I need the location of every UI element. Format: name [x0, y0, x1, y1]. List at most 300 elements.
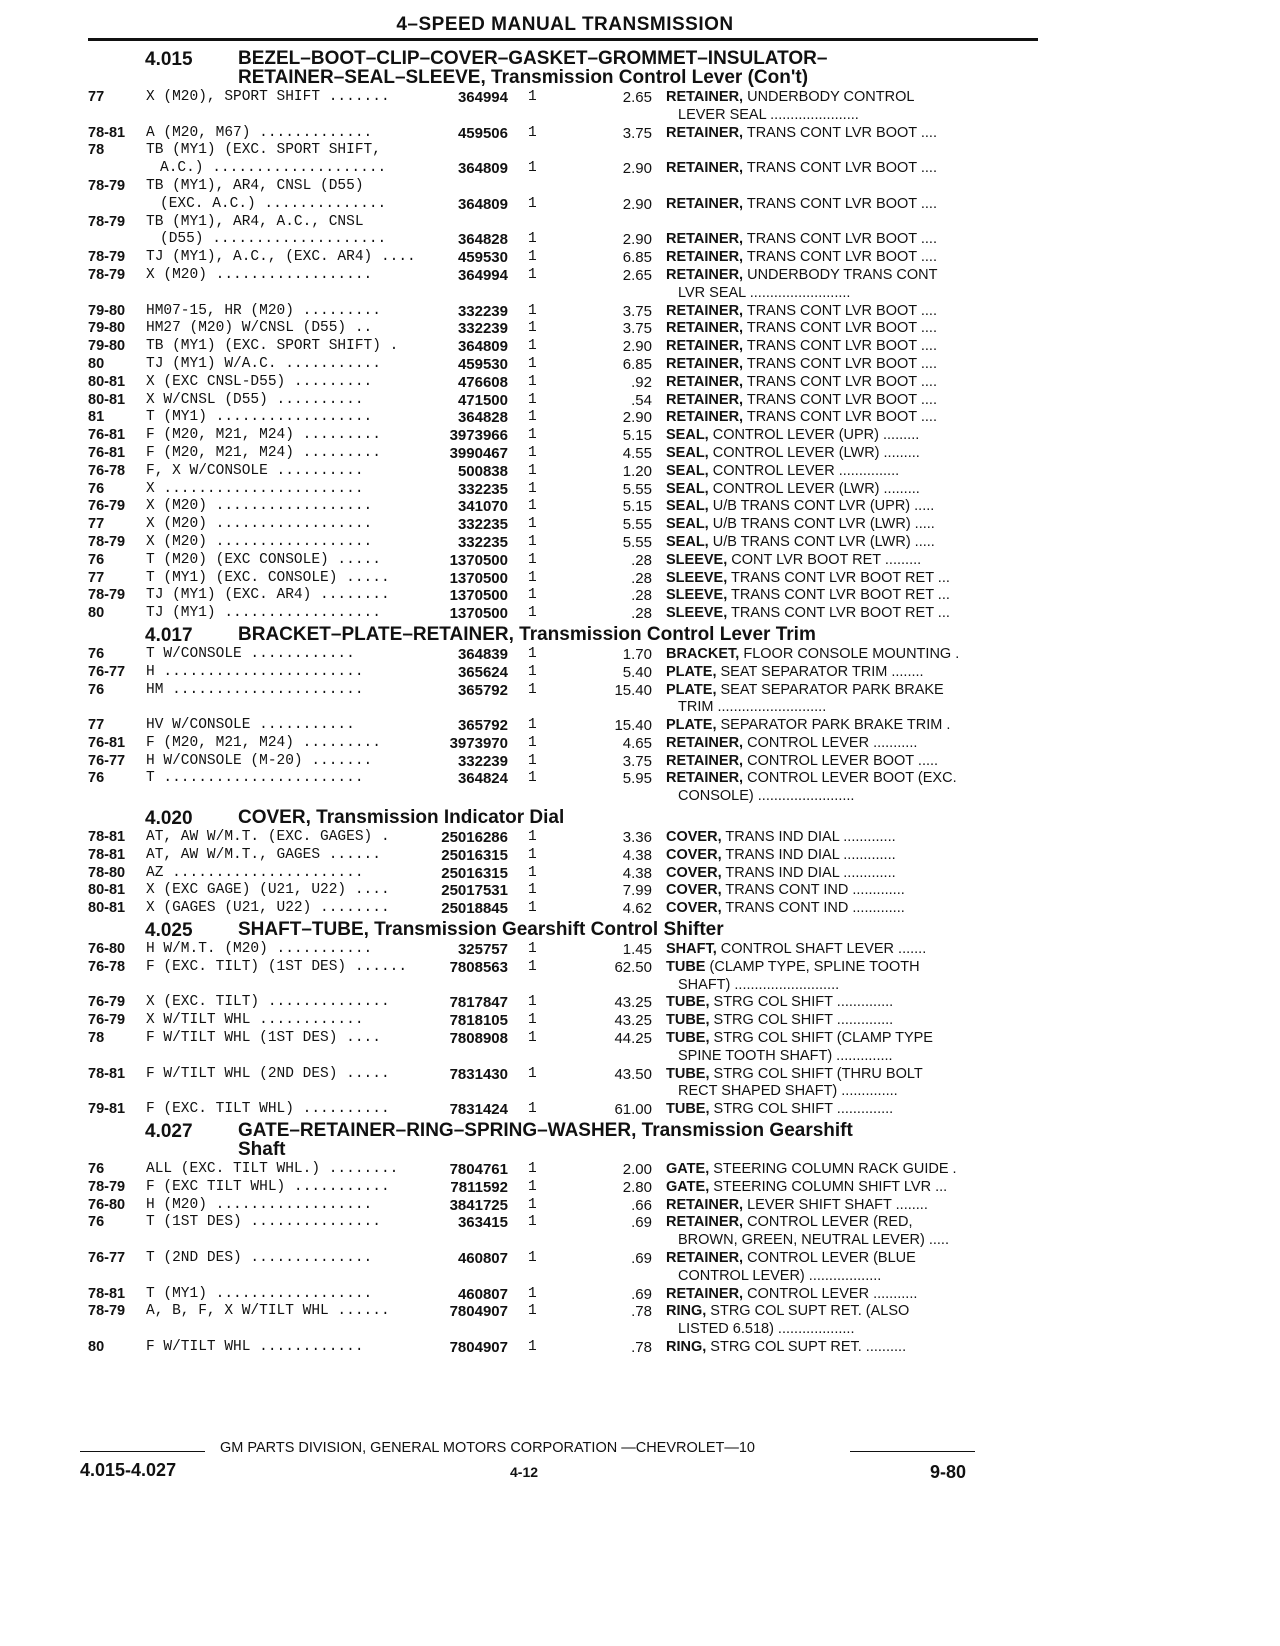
part-name-keyword: RETAINER,: [666, 1214, 744, 1231]
quantity-cell: 1: [528, 1178, 537, 1195]
quantity-cell: 1: [528, 864, 537, 881]
part-name-cell: [666, 1268, 1048, 1284]
table-row: [80, 770, 1040, 788]
price-cell: 15.40: [614, 681, 652, 699]
year-cell: 79-80: [88, 338, 126, 355]
quantity-cell: 1: [528, 409, 537, 426]
part-name-detail: U/B TRANS CONT LVR (LWR) .....: [708, 516, 935, 533]
application-cell: A, B, F, X W/TILT WHL ......: [146, 1303, 390, 1320]
price-cell: 6.85: [622, 355, 652, 373]
section-4-027: [80, 1121, 1040, 1357]
part-number-cell: 3990467: [449, 444, 508, 462]
table-row: [80, 160, 1040, 178]
year-cell: 76-77: [88, 663, 126, 680]
section-title-line2: Shaft: [238, 1139, 286, 1161]
part-name-cell: [666, 646, 1036, 662]
application-cell: X .......................: [146, 480, 364, 497]
part-number-cell: 3973970: [449, 734, 508, 752]
price-cell: 43.25: [614, 994, 652, 1012]
part-name-cell: [666, 196, 1036, 212]
table-row: [80, 498, 1040, 516]
price-cell: 3.75: [622, 302, 652, 320]
table-row-continuation: [80, 107, 1040, 125]
part-number-cell: 500838: [457, 462, 508, 480]
parts-list: [80, 1161, 1040, 1357]
application-cell: HV W/CONSOLE ...........: [146, 717, 355, 734]
year-cell: 76: [88, 645, 105, 662]
part-name-keyword: SEAL,: [666, 533, 709, 550]
year-cell: 80: [88, 1339, 105, 1355]
quantity-cell: 1: [528, 958, 537, 975]
price-cell: 2.65: [622, 89, 652, 106]
part-name-keyword: RETAINER,: [666, 89, 744, 105]
part-name-keyword: RING,: [666, 1339, 707, 1355]
year-cell: 78-79: [88, 249, 126, 266]
parts-list: [80, 646, 1040, 806]
part-number-cell: 7808908: [449, 1030, 508, 1048]
part-name-detail: TRANS CONT LVR BOOT ....: [743, 409, 937, 426]
year-cell: 80-81: [88, 900, 126, 917]
application-cell: AZ ......................: [146, 864, 364, 881]
section-title: [238, 49, 1040, 87]
application-cell: F (M20, M21, M24) .........: [146, 427, 381, 444]
part-name-detail: TRANS CONT LVR BOOT RET ...: [727, 587, 950, 604]
year-cell: 78-81: [88, 124, 126, 141]
part-name-cell: [666, 1066, 1036, 1082]
price-cell: 3.75: [622, 124, 652, 142]
year-cell: 78-81: [88, 1285, 126, 1302]
table-row: [80, 1179, 1040, 1197]
page-title: 4–SPEED MANUAL TRANSMISSION: [396, 14, 734, 35]
part-name-detail: STRG COL SHIFT ..............: [709, 1101, 894, 1118]
section-title: [238, 808, 1040, 827]
quantity-cell: 1: [528, 734, 537, 751]
part-number-cell: 364809: [457, 338, 508, 356]
price-cell: 5.40: [622, 663, 652, 681]
part-name-cell: [666, 753, 1036, 769]
table-row-continuation: [80, 1232, 1040, 1250]
sections-container: [80, 49, 1040, 1357]
year-cell: 76-77: [88, 1250, 126, 1267]
table-row: [80, 267, 1040, 285]
section-title-keywords: SHAFT–TUBE,: [238, 919, 369, 941]
quantity-cell: 1: [528, 1065, 537, 1082]
parts-list: [80, 89, 1040, 623]
section-number: 4.015: [145, 49, 193, 70]
part-name-detail: UNDERBODY CONTROL: [743, 89, 915, 105]
application-cell: X (M20) ..................: [146, 516, 373, 533]
table-row: [80, 356, 1040, 374]
application-cell: T (2ND DES) ..............: [146, 1250, 373, 1267]
application-cell: T (MY1) (EXC. CONSOLE) .....: [146, 569, 390, 586]
application-cell: H .......................: [146, 663, 364, 680]
application-cell: A.C.) ....................: [160, 160, 387, 177]
part-name-cell: [666, 107, 1048, 123]
part-number-cell: 7804907: [449, 1339, 508, 1356]
footer-bottom: [80, 1460, 1040, 1482]
part-name-cell: [666, 160, 1036, 176]
part-number-cell: 25018845: [441, 900, 508, 918]
year-cell: 80-81: [88, 882, 126, 899]
part-name-cell: [666, 356, 1036, 372]
price-cell: .92: [631, 373, 652, 391]
year-cell: 77: [88, 717, 105, 734]
quantity-cell: 1: [528, 882, 537, 899]
table-row: [80, 1303, 1040, 1321]
part-number-cell: 3973966: [449, 427, 508, 445]
table-row: [80, 829, 1040, 847]
part-number-cell: 1370500: [449, 587, 508, 605]
year-cell: 79-80: [88, 320, 126, 337]
quantity-cell: 1: [528, 195, 537, 212]
part-name-cell: [666, 267, 1036, 283]
page-footer: [80, 1440, 1040, 1482]
table-row-continuation: [80, 699, 1040, 717]
table-row: [80, 1161, 1040, 1179]
part-number-cell: 364994: [457, 89, 508, 106]
part-name-detail: TRANS IND DIAL .............: [721, 846, 896, 863]
price-cell: 1.45: [622, 941, 652, 959]
year-cell: 76-81: [88, 734, 126, 751]
table-row: [80, 735, 1040, 753]
part-name-keyword: SEAL,: [666, 480, 709, 497]
quantity-cell: 1: [528, 89, 537, 105]
section-number: 4.025: [145, 920, 193, 942]
section-title-keywords: RETAINER–SEAL–SLEEVE,: [238, 67, 486, 88]
part-number-cell: 365624: [457, 663, 508, 681]
table-row: [80, 552, 1040, 570]
application-cell: F (M20, M21, M24) .........: [146, 444, 381, 461]
part-name-keyword: PLATE,: [666, 663, 717, 680]
section-title-line1: BEZEL–BOOT–CLIP–COVER–GASKET–GROMMET–INSULATOR–: [238, 48, 828, 69]
year-cell: 76-79: [88, 498, 126, 515]
quantity-cell: 1: [528, 551, 537, 568]
part-name-cell: [666, 1339, 1036, 1355]
part-number-cell: 332235: [457, 516, 508, 534]
price-cell: 2.90: [622, 338, 652, 356]
price-cell: .69: [631, 1250, 652, 1268]
table-row: [80, 320, 1040, 338]
part-name-keyword: RETAINER,: [666, 355, 744, 372]
part-number-cell: 364809: [457, 160, 508, 178]
price-cell: .78: [631, 1339, 652, 1356]
part-name-detail: TRANS CONT LVR BOOT ....: [743, 373, 937, 390]
year-cell: 77: [88, 89, 105, 105]
year-cell: 76-80: [88, 941, 126, 958]
price-cell: .78: [631, 1303, 652, 1321]
quantity-cell: 1: [528, 373, 537, 390]
table-row: [80, 1197, 1040, 1215]
part-name-detail: CONTROL SHAFT LEVER .......: [716, 941, 927, 958]
part-number-cell: 341070: [457, 498, 508, 516]
part-name-cell: [666, 231, 1036, 247]
part-name-detail: TRANS CONT IND .............: [721, 900, 905, 917]
part-name-keyword: RETAINER,: [666, 302, 744, 319]
table-row: [80, 941, 1040, 959]
part-name-cell: [666, 125, 1036, 141]
quantity-cell: 1: [528, 266, 537, 283]
part-name-keyword: COVER,: [666, 900, 722, 917]
part-name-cell: [666, 409, 1036, 425]
part-name-keyword: SEAL,: [666, 444, 709, 461]
quantity-cell: 1: [528, 355, 537, 372]
section-number: 4.027: [145, 1121, 193, 1143]
part-name-detail: CONTROL LEVER (LWR) .........: [708, 480, 920, 497]
part-name-detail: SHAFT) ..........................: [678, 976, 840, 993]
year-cell: 76: [88, 681, 105, 698]
part-name-detail: TRANS CONT LVR BOOT ....: [743, 124, 937, 141]
part-name-cell: [666, 605, 1036, 621]
part-name-keyword: RETAINER,: [666, 409, 744, 426]
table-row: [80, 392, 1040, 410]
part-name-keyword: SLEEVE,: [666, 569, 728, 586]
part-name-detail: CONTROL LEVER (LWR) .........: [708, 444, 920, 461]
part-name-detail: TRIM ...........................: [678, 699, 827, 716]
part-name-keyword: RETAINER,: [666, 1285, 744, 1302]
quantity-cell: 1: [528, 1196, 537, 1213]
part-name-cell: [666, 682, 1036, 698]
part-name-detail: SEAT SEPARATOR PARK BRAKE: [716, 681, 944, 698]
part-name-keyword: RETAINER,: [666, 752, 744, 769]
footer-line: [80, 1440, 1040, 1460]
table-row: [80, 1066, 1040, 1084]
part-name-detail: TRANS CONT LVR BOOT ....: [743, 231, 937, 248]
table-row: [80, 717, 1040, 735]
year-cell: 76-78: [88, 958, 126, 975]
footer-rule-right: [850, 1451, 975, 1452]
footer-rule-left: [80, 1451, 205, 1452]
part-name-cell: [666, 1232, 1048, 1248]
application-cell: TJ (MY1), A.C., (EXC. AR4) ....: [146, 249, 416, 266]
part-name-detail: FLOOR CONSOLE MOUNTING .: [739, 645, 960, 662]
part-name-detail: CONT LVR BOOT RET .........: [727, 551, 922, 568]
table-row-continuation: [80, 1268, 1040, 1286]
application-cell: T (M20) (EXC CONSOLE) .....: [146, 551, 381, 568]
year-cell: 76: [88, 551, 105, 568]
quantity-cell: 1: [528, 160, 537, 177]
document-page: [80, 14, 1040, 1357]
part-name-keyword: PLATE,: [666, 681, 717, 698]
table-row: [80, 374, 1040, 392]
part-name-detail: U/B TRANS CONT LVR (UPR) .....: [708, 498, 935, 515]
table-row: [80, 231, 1040, 249]
price-cell: 2.90: [622, 231, 652, 249]
part-name-keyword: TUBE: [666, 958, 706, 975]
year-cell: 78-79: [88, 1303, 126, 1320]
part-name-keyword: RING,: [666, 1303, 707, 1320]
part-number-cell: 332235: [457, 480, 508, 498]
application-cell: H W/M.T. (M20) ...........: [146, 941, 373, 958]
part-name-detail: CONTROL LEVER BOOT .....: [743, 752, 939, 769]
part-name-cell: [666, 882, 1036, 898]
application-cell: F W/TILT WHL ............: [146, 1339, 364, 1355]
quantity-cell: 1: [528, 480, 537, 497]
part-name-keyword: RETAINER,: [666, 373, 744, 390]
part-name-keyword: GATE,: [666, 1178, 710, 1195]
application-cell: T (MY1) ..................: [146, 1285, 373, 1302]
application-cell: X W/CNSL (D55) ..........: [146, 391, 364, 408]
part-name-detail: UNDERBODY TRANS CONT: [743, 266, 938, 283]
application-cell: TJ (MY1) W/A.C. ...........: [146, 355, 381, 372]
price-cell: 7.99: [622, 882, 652, 900]
price-cell: 5.95: [622, 770, 652, 788]
part-name-keyword: RETAINER,: [666, 195, 744, 212]
application-cell: F, X W/CONSOLE ..........: [146, 462, 364, 479]
part-name-detail: SEAT SEPARATOR TRIM ........: [716, 663, 924, 680]
part-name-cell: [666, 1083, 1048, 1099]
part-name-keyword: COVER,: [666, 829, 722, 846]
part-number-cell: 365792: [457, 717, 508, 735]
part-name-detail: SEPARATOR PARK BRAKE TRIM .: [716, 717, 951, 734]
price-cell: .28: [631, 587, 652, 605]
part-name-detail: STEERING COLUMN SHIFT LVR ...: [709, 1178, 948, 1195]
table-row: [80, 664, 1040, 682]
price-cell: 5.15: [622, 427, 652, 445]
part-name-detail: CONTROL LEVER (RED,: [743, 1214, 913, 1231]
part-number-cell: 364828: [457, 231, 508, 249]
year-cell: 80-81: [88, 373, 126, 390]
part-name-detail: STRG COL SHIFT ..............: [709, 994, 894, 1011]
application-cell: ALL (EXC. TILT WHL.) ........: [146, 1161, 399, 1178]
part-number-cell: 364839: [457, 645, 508, 663]
year-cell: 76-80: [88, 1196, 126, 1213]
price-cell: .69: [631, 1214, 652, 1232]
year-cell: 76: [88, 1161, 105, 1178]
part-name-detail: CONSOLE) ........................: [678, 788, 855, 805]
quantity-cell: 1: [528, 645, 537, 662]
part-name-cell: [666, 570, 1036, 586]
quantity-cell: 1: [528, 1030, 537, 1047]
section-subtitle: Transmission Gearshift: [636, 1120, 853, 1142]
part-name-detail: SPINE TOOTH SHAFT) ..............: [678, 1047, 893, 1064]
price-cell: 3.75: [622, 752, 652, 770]
part-name-cell: [666, 735, 1036, 751]
table-row: [80, 1012, 1040, 1030]
part-number-cell: 332239: [457, 752, 508, 770]
table-row: [80, 303, 1040, 321]
table-row: [80, 587, 1040, 605]
price-cell: 44.25: [614, 1030, 652, 1048]
year-cell: 77: [88, 569, 105, 586]
price-cell: 43.25: [614, 1012, 652, 1030]
table-row-continuation: [80, 977, 1040, 995]
table-row-continuation: [80, 285, 1040, 303]
quantity-cell: 1: [528, 569, 537, 586]
table-row: [80, 214, 1040, 232]
part-name-cell: [666, 1030, 1036, 1046]
section-title: [238, 920, 1040, 939]
quantity-cell: 1: [528, 533, 537, 550]
part-number-cell: 460807: [457, 1250, 508, 1268]
part-name-cell: [666, 1214, 1036, 1230]
part-name-detail: CONTROL LEVER ...............: [708, 462, 900, 479]
application-cell: (EXC. A.C.) ..............: [160, 195, 387, 212]
application-cell: HM ......................: [146, 681, 364, 698]
part-name-keyword: RETAINER,: [666, 734, 744, 751]
application-cell: HM27 (M20) W/CNSL (D55) ..: [146, 320, 373, 337]
table-row: [80, 682, 1040, 700]
table-row: [80, 125, 1040, 143]
table-row: [80, 1339, 1040, 1357]
section-4-025: [80, 920, 1040, 1119]
part-name-detail: TRANS CONT LVR BOOT ....: [743, 320, 937, 337]
part-name-detail: STRG COL SUPT RET. (ALSO: [706, 1303, 910, 1320]
part-name-keyword: RETAINER,: [666, 160, 744, 177]
part-name-detail: CONTROL LEVER BOOT (EXC.: [743, 770, 957, 787]
price-cell: 4.38: [622, 846, 652, 864]
year-cell: 81: [88, 409, 105, 426]
part-name-detail: STRG COL SHIFT (THRU BOLT: [709, 1065, 923, 1082]
part-name-cell: [666, 445, 1036, 461]
part-name-cell: [666, 374, 1036, 390]
quantity-cell: 1: [528, 994, 537, 1011]
part-name-detail: STRG COL SHIFT ..............: [709, 1012, 894, 1029]
part-name-detail: CONTROL LEVER ...........: [743, 1285, 918, 1302]
quantity-cell: 1: [528, 829, 537, 846]
year-cell: 77: [88, 516, 105, 533]
part-name-keyword: COVER,: [666, 864, 722, 881]
quantity-cell: 1: [528, 1303, 537, 1320]
price-cell: 1.70: [622, 645, 652, 663]
section-subtitle: Transmission Control Lever (Con't): [485, 67, 809, 88]
quantity-cell: 1: [528, 1339, 537, 1355]
table-row: [80, 142, 1040, 160]
table-row: [80, 1286, 1040, 1304]
price-cell: 3.36: [622, 829, 652, 847]
year-cell: 76: [88, 480, 105, 497]
table-row: [80, 1030, 1040, 1048]
application-cell: F W/TILT WHL (1ST DES) ....: [146, 1030, 381, 1047]
quantity-cell: 1: [528, 516, 537, 533]
part-name-cell: [666, 427, 1036, 443]
price-cell: 2.00: [622, 1161, 652, 1179]
part-name-cell: [666, 1303, 1036, 1319]
part-number-cell: 364809: [457, 195, 508, 213]
part-name-keyword: TUBE,: [666, 1012, 710, 1029]
part-name-keyword: SLEEVE,: [666, 551, 728, 568]
application-cell: X (EXC. TILT) ..............: [146, 994, 390, 1011]
part-number-cell: 7804907: [449, 1303, 508, 1321]
price-cell: .28: [631, 569, 652, 587]
part-number-cell: 471500: [457, 391, 508, 409]
footer-page-number: 4-12: [510, 1464, 539, 1480]
part-name-cell: [666, 1012, 1036, 1028]
part-name-keyword: SHAFT,: [666, 941, 717, 958]
quantity-cell: 1: [528, 320, 537, 337]
section-4-017: [80, 625, 1040, 806]
part-name-detail: CONTROL LEVER) ..................: [678, 1267, 882, 1284]
year-cell: 78-80: [88, 864, 126, 881]
part-name-cell: [666, 664, 1036, 680]
part-name-cell: [666, 788, 1048, 804]
table-row: [80, 994, 1040, 1012]
part-number-cell: 7811592: [450, 1178, 508, 1196]
year-cell: 78-79: [88, 1178, 126, 1195]
application-cell: X W/TILT WHL ............: [146, 1012, 364, 1029]
part-name-keyword: TUBE,: [666, 1101, 710, 1118]
part-name-keyword: COVER,: [666, 846, 722, 863]
title-rule: [88, 38, 1038, 41]
table-row: [80, 463, 1040, 481]
price-cell: 15.40: [614, 717, 652, 735]
part-name-cell: [666, 847, 1036, 863]
part-name-keyword: SEAL,: [666, 427, 709, 444]
price-cell: .28: [631, 605, 652, 623]
application-cell: T (1ST DES) ...............: [146, 1214, 381, 1231]
part-name-cell: [666, 770, 1036, 786]
part-name-detail: LVR SEAL .........................: [678, 284, 851, 301]
part-name-detail: U/B TRANS CONT LVR (LWR) .....: [708, 533, 935, 550]
